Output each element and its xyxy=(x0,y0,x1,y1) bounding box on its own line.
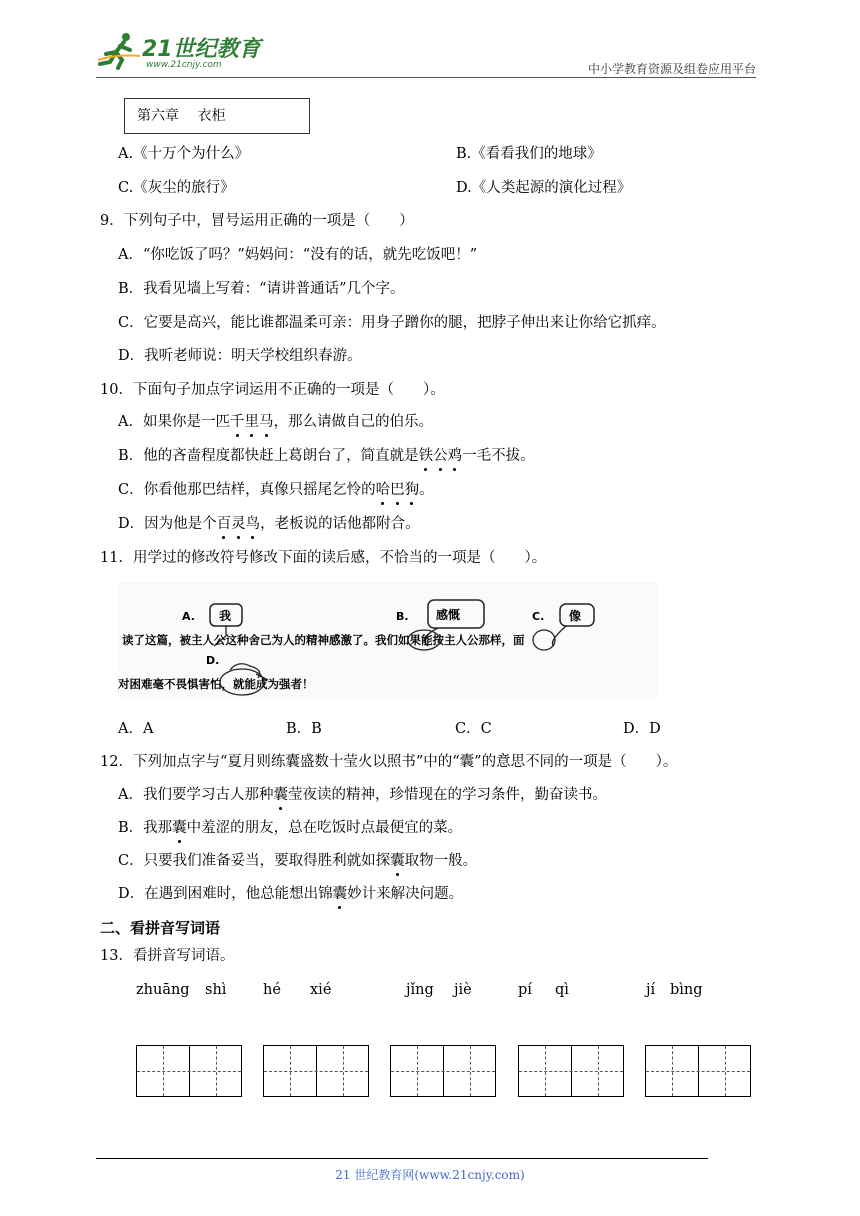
text: 取物一般。 xyxy=(404,853,478,869)
q9-option-d: D．我听老师说：明天学校组织春游。 xyxy=(118,348,362,364)
writing-grid[interactable] xyxy=(390,1045,496,1097)
runner-logo-icon xyxy=(96,30,142,70)
dotted-char: 狗 xyxy=(404,482,420,498)
pinyin: pí xyxy=(518,982,532,998)
pinyin: jiè xyxy=(454,982,472,998)
q8-option-a: A.《十万个为什么》 xyxy=(118,146,250,162)
q12-option-a xyxy=(118,785,607,805)
dotted-char: 马 xyxy=(258,414,274,430)
pinyin: qì xyxy=(555,982,569,998)
dotted-char: 鸟 xyxy=(245,516,261,532)
q11-option-b: B．B xyxy=(286,721,322,737)
q11-option-d: D．D xyxy=(623,721,661,737)
q10-option-c xyxy=(118,480,434,500)
q10-option-b xyxy=(118,446,535,466)
q12-option-b xyxy=(118,818,462,838)
q9-option-a: A．“你吃饭了吗？”妈妈问：“没有的话，就先吃饭吧！” xyxy=(118,247,478,263)
q11-option-c: C．C xyxy=(455,721,492,737)
q10-option-d xyxy=(118,514,420,534)
q9-option-c: C．它要是高兴，能比谁都温柔可亲：用身子蹭你的腿，把脖子伸出来让你给它抓痒。 xyxy=(118,315,666,331)
q10-option-a xyxy=(118,412,433,432)
q12-stem: 12．下列加点字与“夏月则练囊盛数十莹火以照书”中的“囊”的意思不同的一项是（ ）。 xyxy=(100,754,678,770)
image-box-c-text: 像 xyxy=(569,609,582,623)
q8-option-b: B.《看看我们的地球》 xyxy=(456,146,602,162)
text: D．在遇到困难时，他总能想出锦 xyxy=(118,886,333,902)
pinyin: jǐng xyxy=(406,982,434,998)
footer-divider xyxy=(96,1158,708,1159)
text: A．如果你是一匹 xyxy=(118,414,230,430)
image-label-d: D. xyxy=(206,654,220,667)
q12-option-c xyxy=(118,851,477,871)
image-text-line2: 对困难毫不畏惧害怕，就能成为强者！ xyxy=(118,677,314,691)
logo-url: www.21cnjy.com xyxy=(146,60,222,70)
text: A．我们要学习古人那种 xyxy=(118,787,274,803)
q12-option-d xyxy=(118,884,463,904)
pinyin: jí xyxy=(646,982,656,998)
pinyin: hé xyxy=(263,982,281,998)
text: 妙计来解决问题。 xyxy=(347,886,464,902)
dotted-char: 囊 xyxy=(390,853,405,869)
text: C．你看他那巴结样，真像只摇尾乞怜的 xyxy=(118,482,376,498)
dotted-char: 巴 xyxy=(390,482,405,498)
text: 。 xyxy=(419,482,434,498)
dotted-char: 哈 xyxy=(375,482,391,498)
platform-name: 中小学教育资源及组卷应用平台 xyxy=(587,62,756,76)
pinyin: zhuāng xyxy=(136,982,190,998)
image-label-a: A. xyxy=(182,610,195,623)
dotted-char: 囊 xyxy=(332,886,348,902)
image-box-a-text: 我 xyxy=(219,609,232,623)
text: D．因为他是个 xyxy=(118,516,217,532)
q13-stem: 13．看拼音写词语。 xyxy=(100,948,235,964)
text: ，老板说的话他都附合。 xyxy=(260,516,420,532)
pinyin: shì xyxy=(205,982,227,998)
image-label-b: B. xyxy=(396,610,409,623)
logo-text: 21世纪教育 xyxy=(142,37,261,62)
q11-option-a: A．A xyxy=(118,721,154,737)
dotted-char: 囊 xyxy=(273,787,288,803)
text: B．我那 xyxy=(118,820,173,836)
text: 中羞涩的朋友，总在吃饭时点最便宜的菜。 xyxy=(186,820,463,836)
dotted-char: 灵 xyxy=(231,516,246,532)
q9-option-b: B．我看见墙上写着：“请讲普通话”几个字。 xyxy=(118,281,405,297)
header-divider xyxy=(96,77,756,78)
image-label-c: C. xyxy=(532,610,545,623)
image-text-line1: 读了这篇，被主人公这种舍己为人的精神感激了。我们如果能按主人公那样，面 xyxy=(122,633,525,647)
chapter-box: 第六章 衣柜 xyxy=(124,98,310,134)
q9-stem: 9．下列句子中，冒号运用正确的一项是（ ） xyxy=(100,213,414,229)
writing-grid[interactable] xyxy=(136,1045,242,1097)
image-box-b-text: 感慨 xyxy=(436,608,461,622)
writing-grid[interactable] xyxy=(263,1045,369,1097)
q10-stem: 10．下面句子加点字词运用不正确的一项是（ ）。 xyxy=(100,382,445,398)
q11-stem: 11．用学过的修改符号修改下面的读后感，不恰当的一项是（ ）。 xyxy=(100,550,547,566)
dotted-char: 鸡 xyxy=(447,448,463,464)
q8-option-d: D.《人类起源的演化过程》 xyxy=(456,180,632,196)
text: C．只要我们准备妥当，要取得胜利就如探 xyxy=(118,853,391,869)
footer-link[interactable]: 21 世纪教育网(www.21cnjy.com) xyxy=(335,1168,525,1182)
dotted-char: 铁 xyxy=(418,448,434,464)
text: ，那么请做自己的伯乐。 xyxy=(273,414,433,430)
text: 一毛不拔。 xyxy=(462,448,535,464)
section-heading: 二、看拼音写词语 xyxy=(100,919,221,937)
pinyin: xié xyxy=(310,982,332,998)
writing-grid[interactable] xyxy=(518,1045,624,1097)
dotted-char: 公 xyxy=(433,448,448,464)
text: B．他的吝啬程度都快赶上葛朗台了，简直就是 xyxy=(118,448,419,464)
text: 莹夜读的精神，珍惜现在的学习条件，勤奋读书。 xyxy=(287,787,607,803)
dotted-char: 百 xyxy=(216,516,232,532)
page-header xyxy=(0,0,860,80)
pinyin: bìng xyxy=(670,982,703,998)
dotted-char: 里 xyxy=(244,414,259,430)
q8-option-c: C.《灰尘的旅行》 xyxy=(118,180,235,196)
dotted-char: 千 xyxy=(229,414,245,430)
logo xyxy=(96,36,266,76)
dotted-char: 囊 xyxy=(172,820,187,836)
revision-marks-image xyxy=(118,582,658,700)
writing-grid[interactable] xyxy=(645,1045,751,1097)
